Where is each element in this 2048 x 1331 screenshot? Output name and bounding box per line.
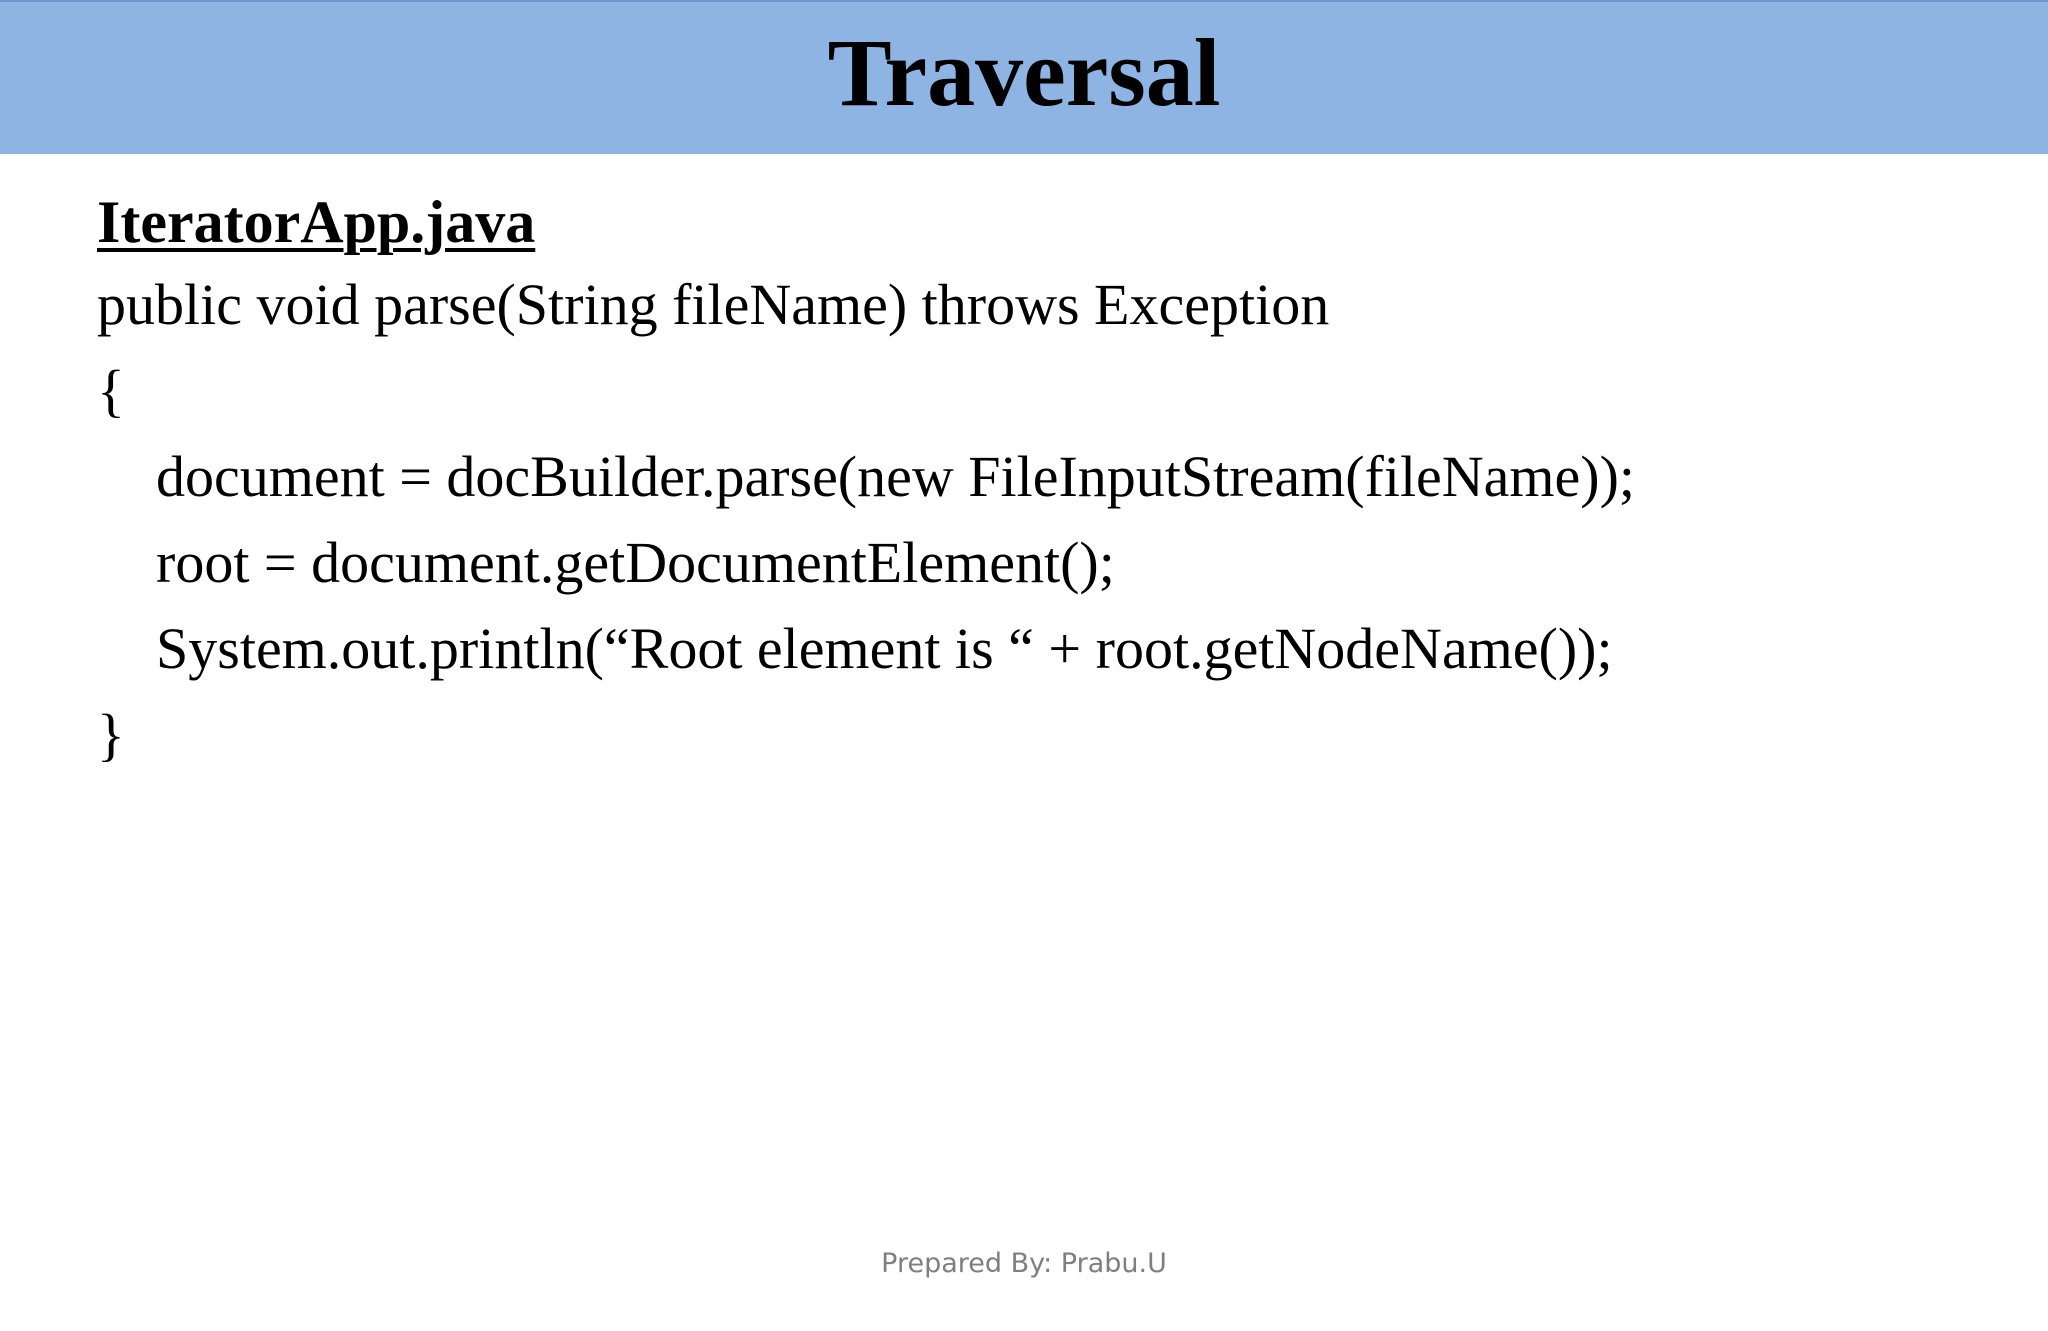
- slide-content: [97, 182, 1635, 778]
- code-line-print-root: System.out.println(“Root element is “ + root.getNodeName());: [156, 616, 1613, 681]
- code-line-open-brace: {: [97, 358, 125, 423]
- slide-title: Traversal: [827, 19, 1221, 126]
- code-line-get-root: root = document.getDocumentElement();: [156, 530, 1115, 595]
- code-line-parse-document: document = docBuilder.parse(new FileInputStream(fileName));: [156, 444, 1636, 509]
- code-line-method-signature: public void parse(String fileName) throws Exception: [97, 272, 1330, 337]
- file-heading: IteratorApp.java: [97, 189, 536, 255]
- footer-credit: Prepared By: Prabu.U: [881, 1248, 1167, 1279]
- code-line-close-brace: }: [97, 702, 125, 767]
